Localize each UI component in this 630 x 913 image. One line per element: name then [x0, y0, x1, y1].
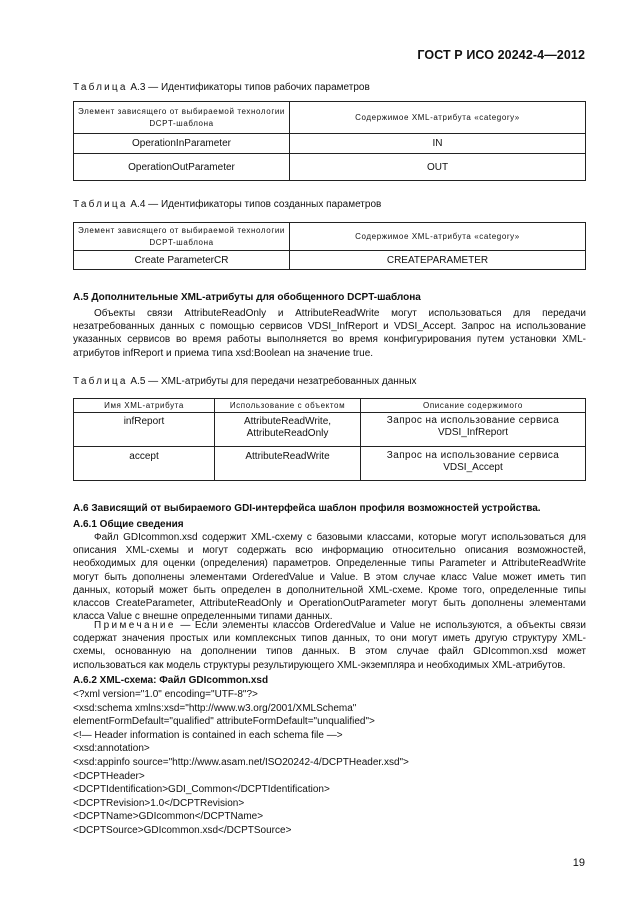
table-a4 — [73, 222, 586, 270]
code-line: <DCPTName>GDIcommon</DCPTName> — [73, 811, 264, 823]
table-a4-caption — [73, 199, 381, 210]
note-paragraph — [73, 619, 586, 672]
standard-header: ГОСТ Р ИСО 20242-4—2012 — [417, 48, 585, 62]
cell-line: Запрос на использование сервиса — [386, 415, 560, 426]
cell-line: AttributeReadOnly — [246, 428, 329, 439]
table-cell: Create ParameterCR — [74, 251, 290, 270]
table-row — [74, 413, 586, 447]
note-word: Примечание — [94, 620, 176, 631]
code-line: <DCPTHeader> — [73, 770, 145, 782]
table-a5-caption — [73, 376, 417, 387]
code-line: <?xml version="1.0" encoding="UTF-8"?> — [73, 689, 258, 700]
caption-rest: А.4 — Идентификаторы типов созданных параметров — [127, 199, 382, 210]
table-a5 — [73, 398, 586, 481]
cell-line: AttributeReadWrite, — [243, 416, 332, 427]
code-line: <DCPTRevision>1.0</DCPTRevision> — [73, 797, 245, 809]
code-line: <xsd:appinfo source="http://www.asam.net/ISO20242-4/DCPTHeader.xsd"> — [73, 756, 409, 768]
table-cell: CREATEPARAMETER — [290, 251, 586, 270]
table-row — [74, 154, 586, 181]
page-number: 19 — [572, 857, 585, 869]
table-cell: OperationOutParameter — [74, 154, 290, 181]
code-line: <xsd:annotation> — [73, 743, 150, 755]
table-cell — [215, 413, 361, 447]
table-row — [74, 251, 586, 270]
table-cell: OperationInParameter — [74, 134, 290, 154]
section-a5-text: Объекты связи AttributeReadOnly и AttributeReadWrite могут использоваться для передачи незатребованных данных с помощью сервисов VDSI_InfReport и VDSI_Accept. Запрос на использование указанных сервисов во время работы выполняется во время конфигурирования путем установки XML-атрибутов infReport и приема типа xsd:Boolean на значение true. — [73, 308, 586, 359]
table-cell — [215, 447, 361, 481]
code-line: <DCPTSource>GDIcommon.xsd</DCPTSource> — [73, 824, 292, 836]
table-cell: infReport — [74, 413, 215, 447]
caption-word: Таблица — [73, 82, 128, 93]
table-a3-header-element: Элемент зависящего от выбираемой технологии DCPT-шаблона — [74, 102, 290, 134]
caption-word: Таблица — [73, 199, 128, 210]
section-a6-2-title: А.6.2 XML-схема: Файл GDIcommon.xsd — [73, 675, 269, 686]
cell-line: Запрос на использование сервиса — [386, 450, 560, 461]
caption-rest: А.3 — Идентификаторы типов рабочих параметров — [127, 82, 370, 93]
table-a3 — [73, 101, 586, 181]
table-a5-header-desc: Описание содержимого — [361, 399, 586, 413]
table-a3-caption — [73, 82, 370, 93]
table-cell: IN — [290, 134, 586, 154]
xml-code-listing — [73, 688, 586, 838]
caption-word: Таблица — [73, 376, 128, 387]
table-a4-header-value: Содержимое XML-атрибута «category» — [290, 223, 586, 251]
table-cell: OUT — [290, 154, 586, 181]
table-a5-header-usage: Использование с объектом — [215, 399, 361, 413]
table-cell — [361, 447, 586, 481]
code-line: <xsd:schema xmlns:xsd="http://www.w3.org/2001/XMLSchema" — [73, 702, 357, 714]
code-line: <!— Header information is contained in each schema file —> — [73, 729, 343, 741]
cell-line: VDSI_InfReport — [437, 427, 509, 438]
table-a4-header-element: Элемент зависящего от выбираемой технологии DCPT-шаблона — [74, 223, 290, 251]
section-a5-title: А.5 Дополнительные XML-атрибуты для обобщенного DCPT-шаблона — [73, 292, 421, 303]
table-a5-header-name: Имя XML-атрибута — [74, 399, 215, 413]
caption-rest: А.5 — XML-атрибуты для передачи незатребованных данных — [127, 376, 417, 387]
cell-line: AttributeReadWrite — [245, 451, 330, 462]
section-a6-title: А.6 Зависящий от выбираемого GDI-интерфейса шаблон профиля возможностей устройства. — [73, 503, 541, 514]
section-a6-1-text: Файл GDIcommon.xsd содержит XML-схему с базовыми классами, которые могут использоваться для описания XML-схемы и могут содержать всю информацию относительно описания возможностей, необходимых для оценки (определения) параметров. Определенные типы Parameter и AttributeReadWrite могут быть дополнены элементами OrderedValue и Value. В этом случае класс Value может иметь тип данных, который может быть определен в дополнительной XML-схеме. Кроме того, определенные типы классов CreateParameter, AttributeReadOnly и OperationOutParameter могут быть дополнены элементами класса Value с внешне определенными типами данных. — [73, 532, 586, 623]
code-line: <DCPTIdentification>GDI_Common</DCPTIdentification> — [73, 784, 330, 796]
note-text: — Если элементы классов OrderedValue и Value не используются, а объекты связи содержат значения простых или комплексных типов данных, то они могут иметь другую структуру XML-схемы, основанную на дополнении типов данных. В этом случае файл GDIcommon.xsd может использоваться как модель структуры результирующего XML-экземпляра и необходимых XML-атрибутов. — [73, 620, 586, 671]
table-row — [74, 134, 586, 154]
table-row — [74, 447, 586, 481]
table-a3-header-value: Содержимое XML-атрибута «category» — [290, 102, 586, 134]
code-line: elementFormDefault="qualified" attributeFormDefault="unqualified"> — [73, 716, 375, 728]
table-cell — [361, 413, 586, 447]
section-a6-1-title: А.6.1 Общие сведения — [73, 519, 184, 530]
table-cell: accept — [74, 447, 215, 481]
cell-line: VDSI_Accept — [443, 462, 503, 473]
